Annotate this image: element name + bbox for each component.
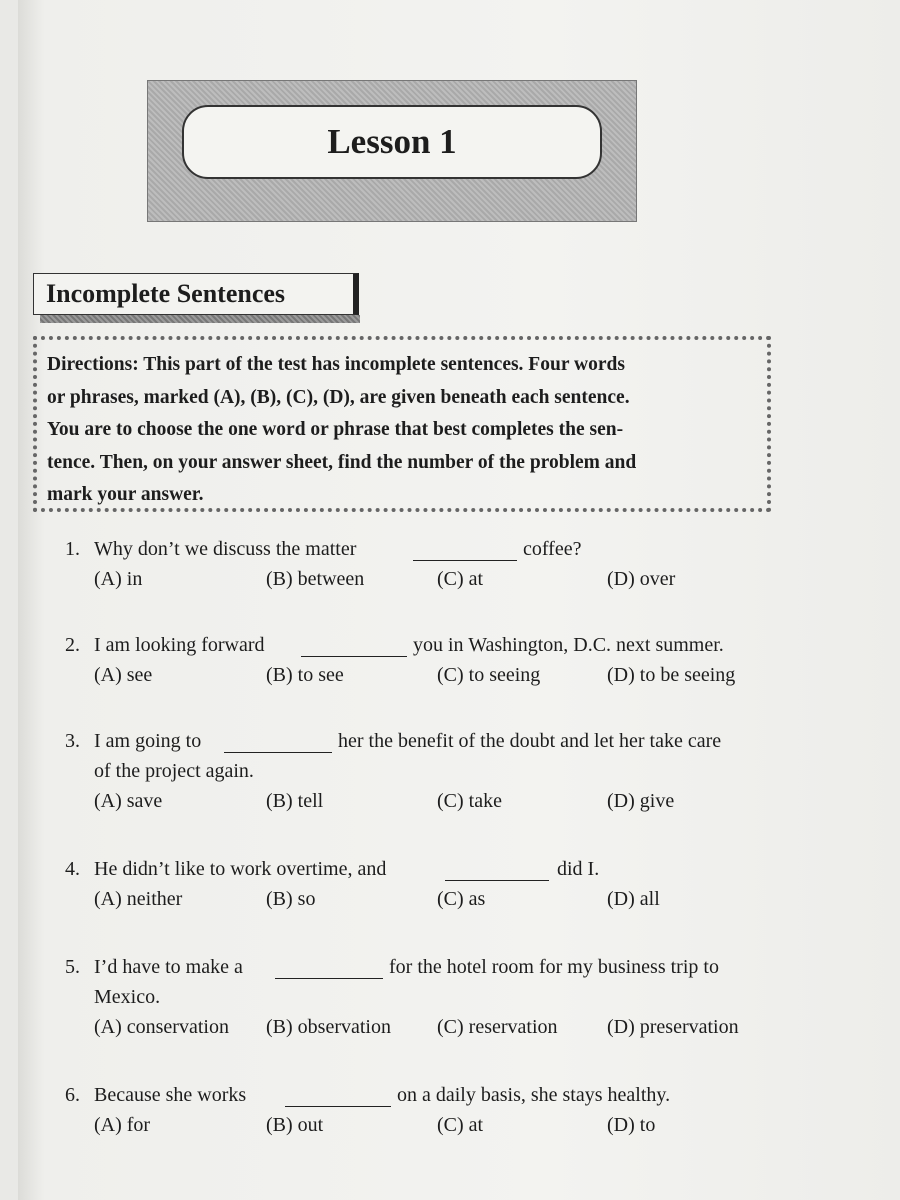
option-a: (A) see	[94, 664, 153, 686]
question-stem: He didn’t like to work overtime, and	[94, 858, 387, 880]
answer-blank	[275, 960, 383, 979]
question-stem-continued: of the project again.	[94, 760, 254, 782]
option-b: (B) to see	[266, 664, 344, 686]
directions-box	[33, 336, 771, 512]
answer-blank	[301, 638, 407, 657]
question-stem-end: her the benefit of the doubt and let her take care	[338, 730, 722, 752]
option-b: (B) out	[266, 1114, 324, 1136]
question-number: 6.	[65, 1084, 80, 1106]
question-4	[47, 858, 807, 918]
question-stem-end: coffee?	[523, 538, 582, 560]
option-c: (C) take	[437, 790, 502, 812]
question-stem: I am going to	[94, 730, 202, 752]
question-stem: I am looking forward	[94, 634, 265, 656]
question-2	[47, 634, 807, 694]
option-a: (A) save	[94, 790, 163, 812]
answer-blank	[413, 542, 517, 561]
question-stem: Because she works	[94, 1084, 247, 1106]
lesson-title: Lesson 1	[182, 105, 602, 179]
option-d: (D) over	[607, 568, 676, 590]
question-5	[47, 956, 807, 1046]
option-b: (B) tell	[266, 790, 324, 812]
question-1	[47, 538, 807, 598]
section-title-shadow	[40, 315, 360, 323]
section-title: Incomplete Sentences	[33, 273, 359, 315]
question-stem-end: you in Washington, D.C. next summer.	[413, 634, 724, 656]
question-3	[47, 730, 807, 820]
question-stem-end: on a daily basis, she stays healthy.	[397, 1084, 671, 1106]
option-a: (A) in	[94, 568, 143, 590]
directions-line: or phrases, marked (A), (B), (C), (D), are given beneath each sentence.	[47, 386, 630, 408]
directions-line: mark your answer.	[47, 484, 204, 505]
answer-blank	[285, 1088, 391, 1107]
option-c: (C) at	[437, 1114, 484, 1136]
directions-line: Directions: This part of the test has incomplete sentences. Four words	[47, 354, 625, 375]
option-b: (B) between	[266, 568, 365, 590]
question-number: 2.	[65, 634, 80, 656]
answer-blank	[224, 734, 332, 753]
question-6	[47, 1084, 807, 1144]
directions-line: You are to choose the one word or phrase that best completes the sen-	[47, 419, 624, 440]
option-b: (B) so	[266, 888, 316, 910]
answer-blank	[445, 862, 549, 881]
option-a: (A) for	[94, 1114, 151, 1136]
question-stem-end: did I.	[557, 858, 600, 880]
question-number: 5.	[65, 956, 80, 978]
option-d: (D) to be seeing	[607, 664, 736, 686]
question-stem: I’d have to make a	[94, 956, 243, 978]
option-c: (C) at	[437, 568, 484, 590]
question-stem-end: for the hotel room for my business trip to	[389, 956, 719, 978]
lesson-header-frame	[147, 80, 637, 222]
option-a: (A) conservation	[94, 1016, 229, 1038]
option-c: (C) to seeing	[437, 664, 541, 686]
option-c: (C) reservation	[437, 1016, 558, 1038]
option-b: (B) observation	[266, 1016, 391, 1038]
option-a: (A) neither	[94, 888, 183, 910]
option-d: (D) all	[607, 888, 660, 910]
option-d: (D) give	[607, 790, 675, 812]
option-c: (C) as	[437, 888, 486, 910]
question-number: 1.	[65, 538, 80, 560]
question-stem-continued: Mexico.	[94, 986, 161, 1008]
option-d: (D) to	[607, 1114, 656, 1136]
question-number: 4.	[65, 858, 80, 880]
directions-line: tence. Then, on your answer sheet, find the number of the problem and	[47, 451, 637, 473]
question-number: 3.	[65, 730, 80, 752]
question-stem: Why don’t we discuss the matter	[94, 538, 357, 560]
option-d: (D) preservation	[607, 1016, 739, 1038]
